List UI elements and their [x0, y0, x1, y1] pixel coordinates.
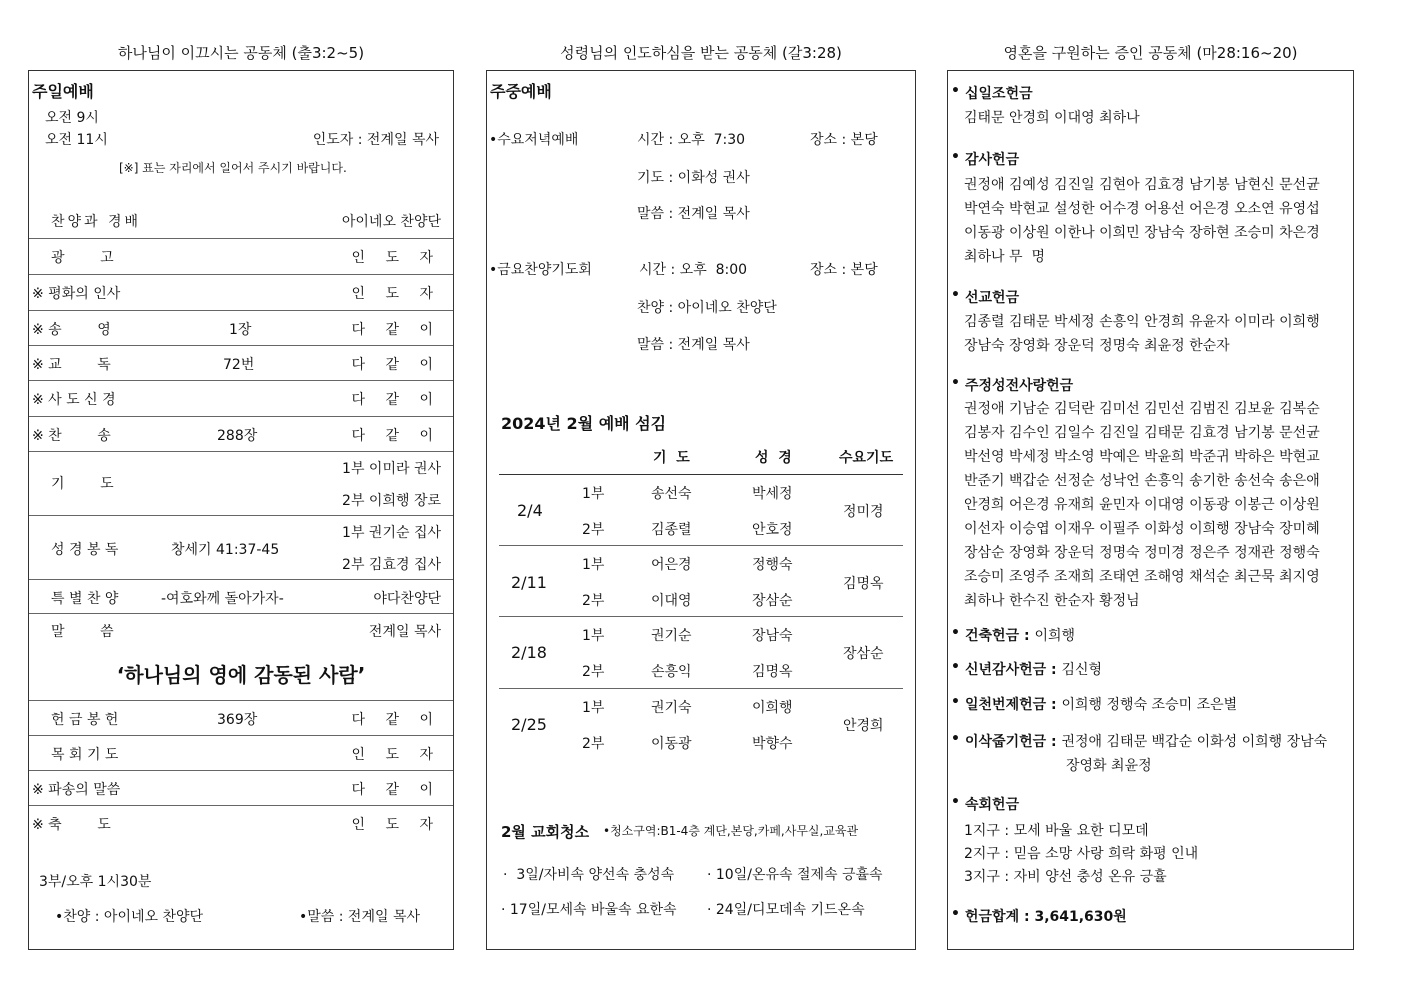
bullet-icon: • [951, 659, 960, 675]
sanctuary-line: 안경희 어은경 유재희 윤민자 이대영 이동광 이봉근 이상원 [964, 497, 1320, 513]
order-row-right: 다 같 이 [351, 782, 441, 798]
bullet-icon: • [951, 83, 960, 99]
serve-part: 1부 [582, 557, 605, 573]
sunday-leader: 인도자 : 전계일 목사 [312, 132, 439, 148]
serve-prayer: 이대영 [651, 593, 692, 609]
order-row-label: ※ 교 독 [32, 357, 111, 373]
sanctuary-line: 조승미 조영주 조재희 조태연 조해영 채석순 최근묵 최지영 [964, 569, 1320, 585]
order-row-mid: 72번 [223, 357, 255, 373]
clean-item: · 24일/디모데속 기드온속 [707, 902, 865, 918]
building-names: 이희행 [1034, 628, 1076, 644]
scripture-ref: 창세기 41:37-45 [171, 542, 280, 558]
order-row-right: 다 같 이 [351, 322, 441, 338]
sermon-label: 말 씀 [51, 624, 114, 640]
serve-part: 1부 [582, 486, 605, 502]
serve-scripture: 이희행 [752, 700, 793, 716]
third-service: 3부/오후 1시30분 [39, 874, 152, 890]
serve-wed: 장삼순 [843, 646, 884, 662]
order-row-label: 광 고 [51, 250, 114, 266]
serve-prayer: 송선숙 [651, 486, 692, 502]
serve-part: 2부 [582, 736, 605, 752]
cell-line: 3지구 : 자비 양선 충성 온유 긍휼 [964, 869, 1167, 885]
fri-time: 시간 : 오후 8:00 [639, 262, 748, 278]
serve-date: 2/4 [517, 501, 543, 520]
serve-header-prayer: 기 도 [653, 450, 690, 466]
cell-title: 속회헌금 [965, 797, 1020, 813]
order-row-right: 다 같 이 [351, 428, 441, 444]
order-row-mid: 369장 [217, 712, 258, 728]
fri-place: 장소 : 본당 [810, 262, 878, 278]
order-row-right: 인 도 자 [351, 817, 441, 833]
sanctuary-line: 김봉자 김수인 김일수 김진일 김태문 김효경 남기봉 문선균 [964, 425, 1320, 441]
order-row-mid: 288장 [217, 428, 258, 444]
newyear-names: 김신형 [1061, 662, 1103, 678]
serve-date: 2/11 [511, 573, 547, 592]
prayer-part-2: 2부 이희행 장로 [342, 493, 441, 509]
serve-part: 2부 [582, 522, 605, 538]
order-title-right: 아이네오 찬양단 [341, 214, 441, 230]
sermon-preacher: 전계일 목사 [368, 624, 441, 640]
prayer-label: 기 도 [51, 476, 114, 492]
serve-prayer: 권기순 [651, 628, 692, 644]
order-row-label: 헌 금 봉 헌 [51, 712, 119, 728]
bullet-icon: • [951, 625, 960, 641]
serve-wed: 정미경 [843, 504, 884, 520]
tithe-names: 김태문 안경희 이대영 최하나 [964, 110, 1140, 126]
weekday-heading: 주중예배 [490, 82, 552, 101]
cell-line: 2지구 : 믿음 소망 사랑 희락 화평 인내 [964, 846, 1199, 862]
scripture-part-1: 1부 권기순 집사 [342, 525, 441, 541]
serve-scripture: 박향수 [752, 736, 793, 752]
sunday-time-1: 오전 9시 [45, 110, 99, 126]
serve-part: 2부 [582, 593, 605, 609]
serve-scripture: 박세정 [752, 486, 793, 502]
serve-part: 2부 [582, 664, 605, 680]
sermon-title: ‘하나님의 영에 감동된 사람’ [116, 663, 366, 687]
prayer-part-1: 1부 이미라 권사 [342, 461, 441, 477]
thanks-line: 박연숙 박현교 설성한 어수경 어용선 어은경 오소연 유영섭 [964, 201, 1320, 217]
fri-label: •금요찬양기도회 [489, 262, 592, 278]
wed-sermon: 말씀 : 전계일 목사 [637, 206, 750, 222]
total-label: 헌금합계 : [965, 909, 1035, 925]
serve-wed: 김명옥 [843, 576, 884, 592]
clean-item: · 3일/자비속 양선속 충성속 [503, 867, 675, 883]
serve-wed: 안경희 [843, 718, 884, 734]
sanctuary-line: 이선자 이승엽 이재우 이필주 이화성 이희행 장남숙 장미혜 [964, 521, 1320, 537]
serve-part: 1부 [582, 700, 605, 716]
wed-time: 시간 : 오후 7:30 [637, 132, 746, 148]
thanks-line: 최하나 무 명 [964, 249, 1045, 265]
harvest-names-2: 장영화 최윤정 [1066, 758, 1152, 774]
order-row-right: 다 같 이 [351, 357, 441, 373]
serve-title: 2024년 2월 예배 섬김 [501, 414, 667, 433]
thanks-line: 이동광 이상원 이한나 이희민 장남숙 장하현 조승미 차은경 [964, 225, 1320, 241]
sanctuary-line: 박선영 박세정 박소영 박예은 박윤희 박준귀 박하은 박현교 [964, 449, 1320, 465]
serve-prayer: 손흥익 [651, 664, 692, 680]
order-row-label: 목 회 기 도 [51, 747, 119, 763]
thanks-line: 권정애 김예성 김진일 김현아 김효경 남기봉 남현신 문선균 [964, 177, 1320, 193]
newyear-offering [965, 659, 1102, 679]
total-offering [965, 906, 1127, 926]
serve-prayer: 이동광 [651, 736, 692, 752]
scripture-part-2: 2부 김효경 집사 [342, 557, 441, 573]
third-praise: •찬양 : 아이네오 찬양단 [55, 909, 204, 925]
total-amount: 3,641,630원 [1034, 909, 1127, 925]
serve-part: 1부 [582, 628, 605, 644]
col3-panel [947, 70, 1354, 950]
newyear-label: 신년감사헌금 : [965, 662, 1062, 678]
onethousand-offering [965, 694, 1237, 714]
serve-prayer: 권기숙 [651, 700, 692, 716]
tithe-title: 십일조헌금 [965, 86, 1033, 102]
sunday-time-2: 오전 11시 [45, 132, 108, 148]
third-sermon: •말씀 : 전계일 목사 [299, 909, 420, 925]
mission-line: 김종렬 김태문 박세정 손흥익 안경희 유윤자 이미라 이희행 [964, 314, 1320, 330]
serve-header-scripture: 성 경 [755, 450, 792, 466]
bullet-icon: • [951, 149, 960, 165]
sanctuary-line: 권정애 기남순 김덕란 김미선 김민선 김범진 김보윤 김복순 [964, 401, 1320, 417]
col3-title: 영혼을 구원하는 증인 공동체 (마28:16~20) [1003, 44, 1298, 62]
bullet-icon: • [951, 731, 960, 747]
special-label: 특 별 찬 양 [51, 591, 119, 607]
bullet-icon: • [951, 794, 960, 810]
serve-date: 2/18 [511, 643, 547, 662]
bullet-icon: • [951, 287, 960, 303]
scripture-label: 성 경 봉 독 [51, 542, 119, 558]
order-row-label: ※ 축 도 [32, 817, 111, 833]
serve-scripture: 김명옥 [752, 664, 793, 680]
serve-scripture: 장삼순 [752, 593, 793, 609]
special-song: -여호와께 돌아가자- [161, 591, 284, 607]
wed-label: •수요저녁예배 [489, 132, 579, 148]
order-row-label: ※ 평화의 인사 [32, 286, 121, 302]
col1-title: 하나님이 이끄시는 공동체 (출3:2~5) [117, 44, 365, 62]
bullet-icon: • [951, 906, 960, 922]
order-row-label: ※ 사 도 신 경 [32, 392, 116, 408]
serve-scripture: 안호정 [752, 522, 793, 538]
fri-sermon: 말씀 : 전계일 목사 [637, 337, 750, 353]
onethousand-names: 이희행 정행숙 조승미 조은별 [1061, 697, 1238, 713]
clean-item: · 10일/온유속 절제속 긍휼속 [707, 867, 883, 883]
fri-praise: 찬양 : 아이네오 찬양단 [637, 300, 777, 316]
serve-date: 2/25 [511, 715, 547, 734]
clean-title: 2월 교회청소 [501, 823, 590, 841]
order-row-right: 다 같 이 [351, 712, 441, 728]
order-row-right: 다 같 이 [351, 392, 441, 408]
sanctuary-title: 주정성전사랑헌금 [965, 378, 1074, 394]
harvest-names-1: 권정애 김태문 백갑순 이화성 이희행 장남숙 [1061, 734, 1328, 750]
special-right: 야다찬양단 [373, 591, 441, 607]
wed-prayer: 기도 : 이화성 권사 [637, 170, 750, 186]
order-row-label: ※ 송 영 [32, 322, 111, 338]
bullet-icon: • [951, 375, 960, 391]
serve-header-wed: 수요기도 [839, 450, 894, 466]
onethousand-label: 일천번제헌금 : [965, 697, 1062, 713]
standing-note: [※] 표는 자리에서 일어서 주시기 바랍니다. [119, 161, 347, 175]
serve-scripture: 장남숙 [752, 628, 793, 644]
serve-prayer: 어은경 [651, 557, 692, 573]
mission-line: 장남숙 장영화 장운덕 정명숙 최윤정 한순자 [964, 338, 1230, 354]
sanctuary-line: 반준기 백갑순 선정순 성낙언 손흥익 송기한 송선숙 송은애 [964, 473, 1320, 489]
order-row-right: 인 도 자 [351, 250, 441, 266]
serve-prayer: 김종렬 [651, 522, 692, 538]
building-offering [965, 625, 1075, 645]
harvest-offering [965, 731, 1327, 751]
sunday-heading: 주일예배 [32, 82, 94, 101]
harvest-label: 이삭줍기헌금 : [965, 734, 1062, 750]
wed-place: 장소 : 본당 [810, 132, 878, 148]
order-row-right: 인 도 자 [351, 286, 441, 302]
thanks-title: 감사헌금 [965, 152, 1020, 168]
order-row-label: ※ 찬 송 [32, 428, 111, 444]
col1-panel [28, 70, 454, 950]
col2-title: 성령님의 인도하심을 받는 공동체 (갈3:28) [560, 44, 842, 62]
bullet-icon: • [951, 694, 960, 710]
order-row-label: ※ 파송의 말씀 [32, 782, 121, 798]
serve-scripture: 정행숙 [752, 557, 793, 573]
order-title: 찬양과 경배 [51, 214, 142, 230]
sanctuary-line: 장삼순 장영화 장운덕 정명숙 정미경 정은주 정재관 정행숙 [964, 545, 1320, 561]
building-label: 건축헌금 : [965, 628, 1035, 644]
sanctuary-line: 최하나 한수진 한순자 황정님 [964, 593, 1140, 609]
order-row-mid: 1장 [229, 322, 252, 338]
cell-line: 1지구 : 모세 바울 요한 디모데 [964, 823, 1149, 839]
clean-item: · 17일/모세속 바울속 요한속 [501, 902, 677, 918]
clean-area: •청소구역:B1-4층 계단,본당,카페,사무실,교육관 [603, 824, 859, 838]
mission-title: 선교헌금 [965, 290, 1020, 306]
order-row-right: 인 도 자 [351, 747, 441, 763]
col2-panel [486, 70, 916, 950]
